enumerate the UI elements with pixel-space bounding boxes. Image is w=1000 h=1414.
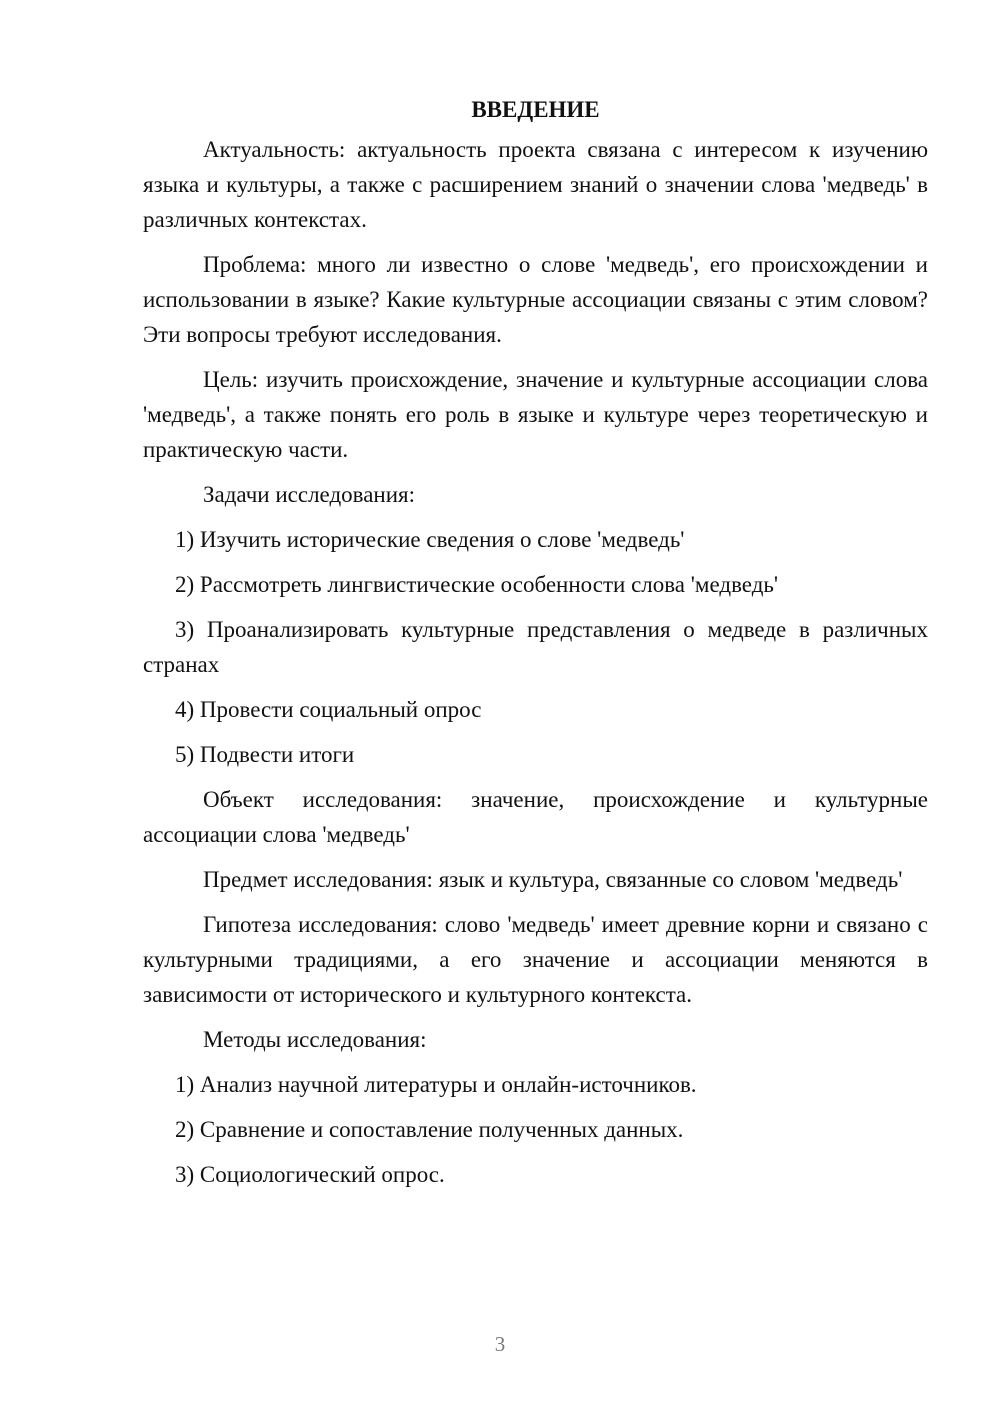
task-item-4: 4) Провести социальный опрос [175,697,482,722]
task-item-5: 5) Подвести итоги [175,742,355,767]
tasks-heading: Задачи исследования: [203,482,416,507]
task-item-3: 3) Проанализировать культурные представления о медведе в различных странах [143,617,928,677]
task-item-2: 2) Рассмотреть лингвистические особенности слова 'медведь' [175,572,779,597]
goal-paragraph: Цель: изучить происхождение, значение и культурные ассоциации слова 'медведь', а также понять его роль в языке и культуре через теоретическую и практическую части. [143,367,928,462]
subject-paragraph: Предмет исследования: язык и культура, связанные со словом 'медведь' [203,867,903,892]
problem-paragraph: Проблема: много ли известно о слове 'медведь', его происхождении и использовании в языке? Какие культурные ассоциации связаны с этим словом? Эти вопросы требуют исследования. [143,252,928,347]
object-paragraph: Объект исследования: значение, происхождение и культурные ассоциации слова 'медведь' [143,787,928,847]
method-item-1: 1) Анализ научной литературы и онлайн-источников. [175,1072,697,1097]
method-item-3: 3) Социологический опрос. [175,1162,445,1187]
relevance-paragraph: Актуальность: актуальность проекта связана с интересом к изучению языка и культуры, а также с расширением знаний о значении слова 'медведь' в различных контекстах. [143,137,928,232]
method-item-2: 2) Сравнение и сопоставление полученных данных. [175,1117,684,1142]
hypothesis-paragraph: Гипотеза исследования: слово 'медведь' имеет древние корни и связано с культурными традициями, а его значение и ассоциации меняются в зависимости от исторического и культурного контекста. [143,912,928,1007]
page-title: ВВЕДЕНИЕ [471,97,600,122]
page-number: 3 [494,1332,506,1356]
methods-heading: Методы исследования: [203,1027,427,1052]
document-body [143,92,928,1192]
task-item-1: 1) Изучить исторические сведения о слове 'медведь' [175,527,685,552]
